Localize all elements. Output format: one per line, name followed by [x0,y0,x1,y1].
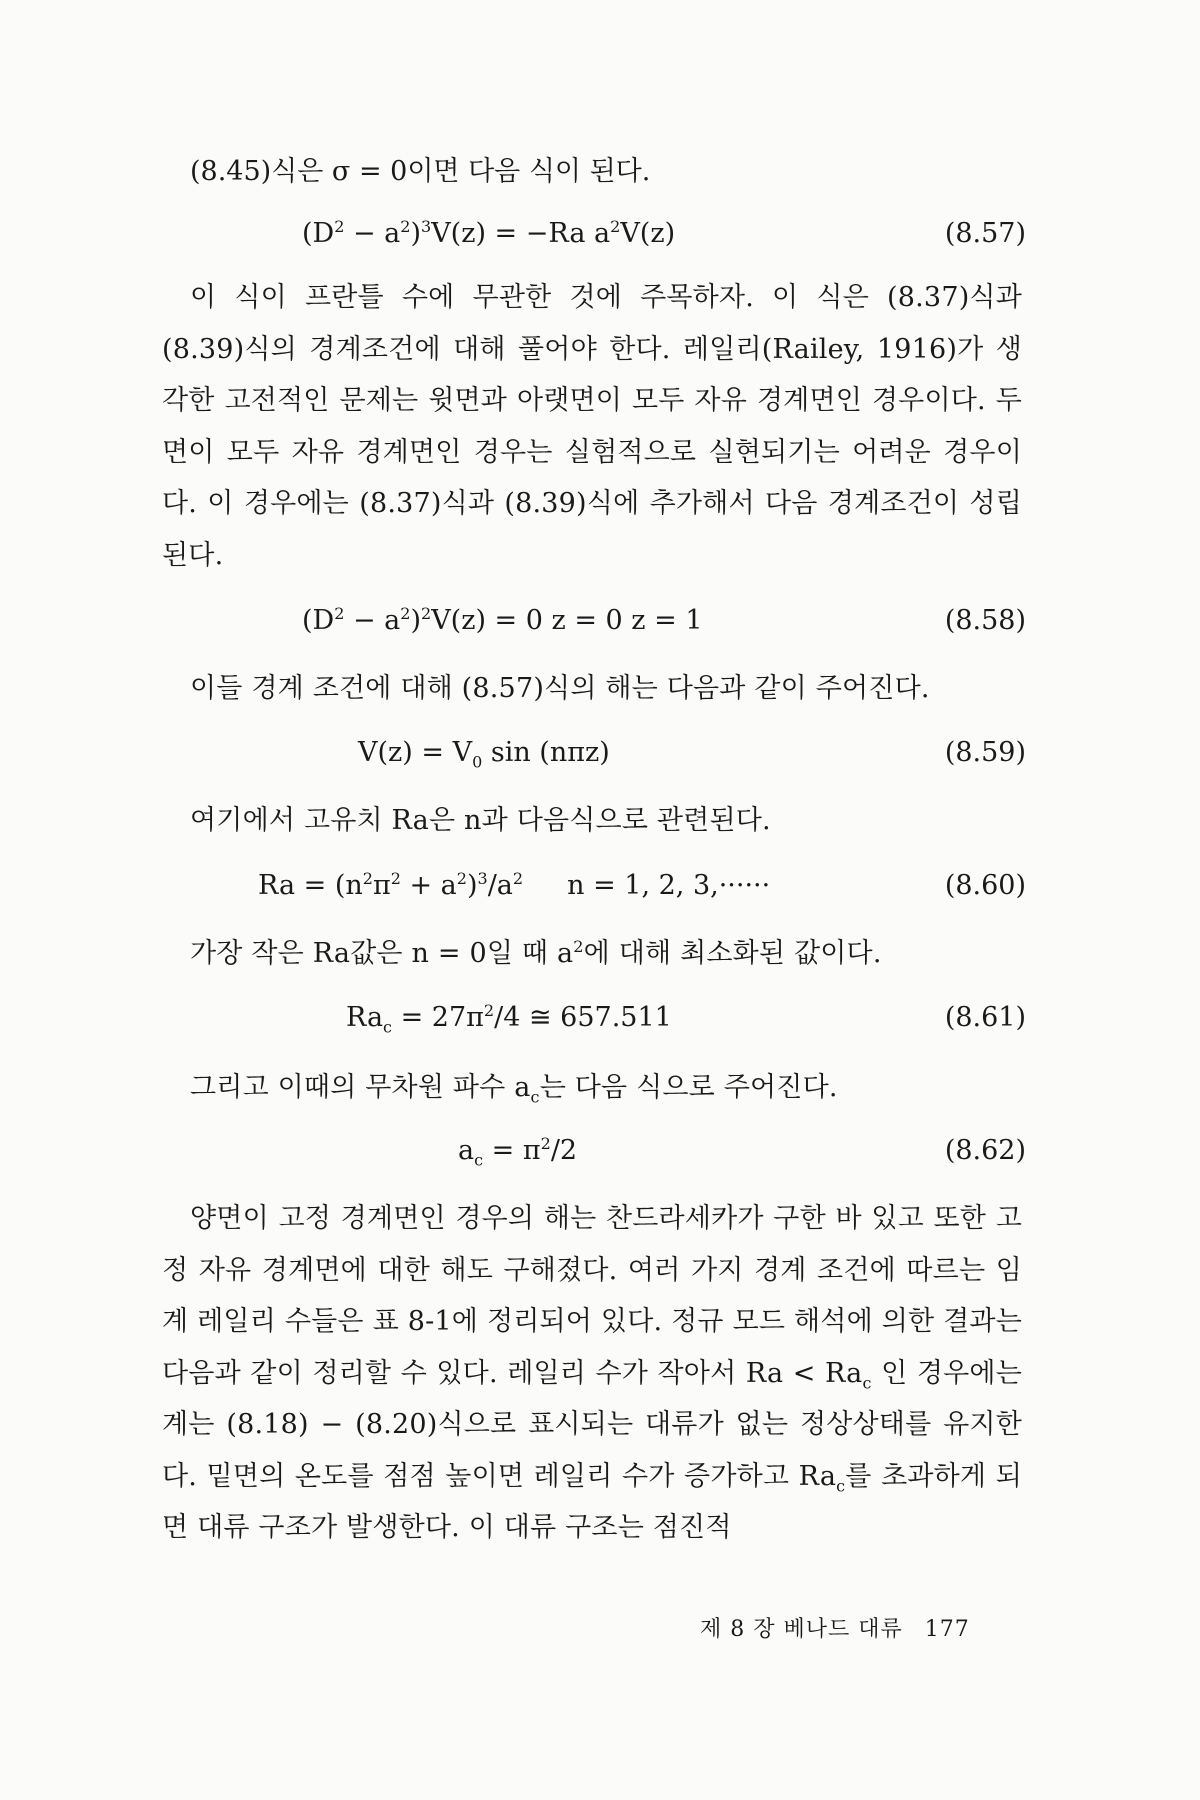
paragraph-4: 가장 작은 Ra값은 n = 0일 때 $a^2$에 대해 최소화된 값이다. [190,937,882,969]
equation-body: $(D^2 - a^2)^2V(z) = 0$ z = 0 z = 1 [302,604,703,636]
equation-body: $Ra_c = 27\pi^2/4$ ≅ 657.511 [346,1000,672,1036]
equation-8-62 [162,1131,1026,1171]
equation-number: (8.59) [944,736,1026,768]
equation-number: (8.60) [944,870,1026,901]
equation-8-61 [162,998,1026,1038]
equation-8-59 [162,733,1026,773]
equation-number: (8.58) [944,605,1026,636]
paragraph-6: 양면이 고정 경계면인 경우의 해는 찬드라세카가 구한 바 있고 또한 고정 자유 경계면에 대한 해도 구해졌다. 여러 가지 경계 조건에 따르는 임계 레일리 수들은 표 8-1에 정리되어 있다. 정규 모드 해석에 의한 결과는 다음과 같이 정리할 수 있다. 레일리 수가 작아서 $Ra < Ra_c$ 인 경우에는 계는 (8.18) − (8.20)식으로 표시되는 대류가 없는 정상상태를 유지한다. 밑면의 온도를 점점 높이면 레일리 수가 증가하고 $Ra_c$를 초과하게 되면 대류 구조가 발생한다. 이 대류 구조는 점진적 [162,1203,1022,1543]
page-footer [700,1612,970,1643]
equation-8-58 [162,601,1026,641]
equation-number: (8.62) [944,1135,1026,1166]
equation-8-60 [162,866,1026,906]
paragraph-1: 이 식이 프란틀 수에 무관한 것에 주목하자. 이 식은 (8.37)식과 (8.39)식의 경계조건에 대해 풀어야 한다. 레일리(Railey, 1916)가 생각한 고전적인 문제는 윗면과 아랫면이 모두 자유 경계면인 경우이다. 두 면이 모두 자유 경계면인 경우는 실험적으로 실현되기는 어려운 경우이다. 이 경우에는 (8.37)식과 (8.39)식에 추가해서 다음 경계조건이 성립된다. [162,282,1022,571]
paragraph-2: 이들 경계 조건에 대해 (8.57)식의 해는 다음과 같이 주어진다. [190,673,930,704]
paragraph-5: 그리고 이때의 무차원 파수 $a_c$는 다음 식으로 주어진다. [190,1071,838,1106]
paragraph-3: 여기에서 고유치 Ra은 n과 다음식으로 관련된다. [190,804,771,836]
equation-number: (8.57) [944,218,1026,249]
running-chapter-title: 제 8 장 베나드 대류 [700,1617,903,1642]
equation-8-57 [162,214,1026,254]
equation-body: $Ra = (n^2\pi^2 + a^2)^3/a^2$ n = 1, 2, 3,······ [258,869,771,901]
equation-body: $a_c = \pi^2/2$ [458,1134,578,1170]
equation-body: $V(z) = V_0$ sin (nπz) [358,736,610,771]
page-body [162,152,1026,1554]
equation-body: $(D^2 - a^2)^3V(z) = -Ra$ $a^2V(z)$ [302,217,676,249]
page-number: 177 [924,1617,970,1642]
equation-number: (8.61) [944,1001,1026,1033]
intro-text: (8.45)식은 σ = 0이면 다음 식이 된다. [190,156,651,187]
